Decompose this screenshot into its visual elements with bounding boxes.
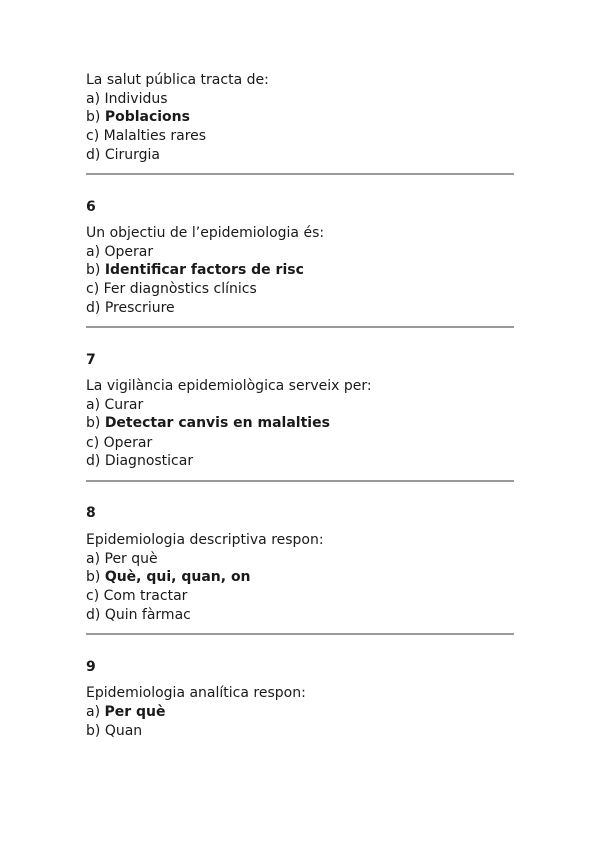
divider (86, 173, 514, 175)
option-d: d) Diagnosticar (86, 453, 194, 469)
question-text: Epidemiologia descriptiva respon: (86, 532, 324, 548)
option-c: c) Operar (86, 435, 153, 451)
question-text: Epidemiologia analítica respon: (86, 685, 306, 701)
option-a: a) Individus (86, 91, 168, 107)
option-a: a) Operar (86, 244, 154, 260)
option-d: d) Quin fàrmac (86, 607, 191, 623)
option-c: c) Com tractar (86, 588, 188, 604)
question-number: 6 (86, 199, 96, 215)
option-d: d) Cirurgia (86, 147, 160, 163)
question-text: La vigilància epidemiològica serveix per: (86, 378, 372, 394)
question-number: 9 (86, 659, 96, 675)
option-b: b) Detectar canvis en malalties (86, 415, 330, 431)
option-c: c) Malalties rares (86, 128, 207, 144)
divider (86, 633, 514, 635)
option-a: a) Curar (86, 397, 144, 413)
option-a: a) Per què (86, 704, 166, 720)
option-b: b) Poblacions (86, 109, 190, 125)
option-c: c) Fer diagnòstics clínics (86, 281, 257, 297)
option-a: a) Per què (86, 551, 158, 567)
divider (86, 480, 514, 482)
option-b: b) Què, qui, quan, on (86, 569, 251, 585)
question-number: 8 (86, 505, 96, 521)
option-d: d) Prescriure (86, 300, 175, 316)
question-number: 7 (86, 352, 96, 368)
question-text: Un objectiu de l’epidemiologia és: (86, 225, 325, 241)
question-text: La salut pública tracta de: (86, 72, 269, 88)
option-b: b) Quan (86, 723, 143, 739)
divider (86, 326, 514, 328)
option-b: b) Identificar factors de risc (86, 262, 304, 278)
